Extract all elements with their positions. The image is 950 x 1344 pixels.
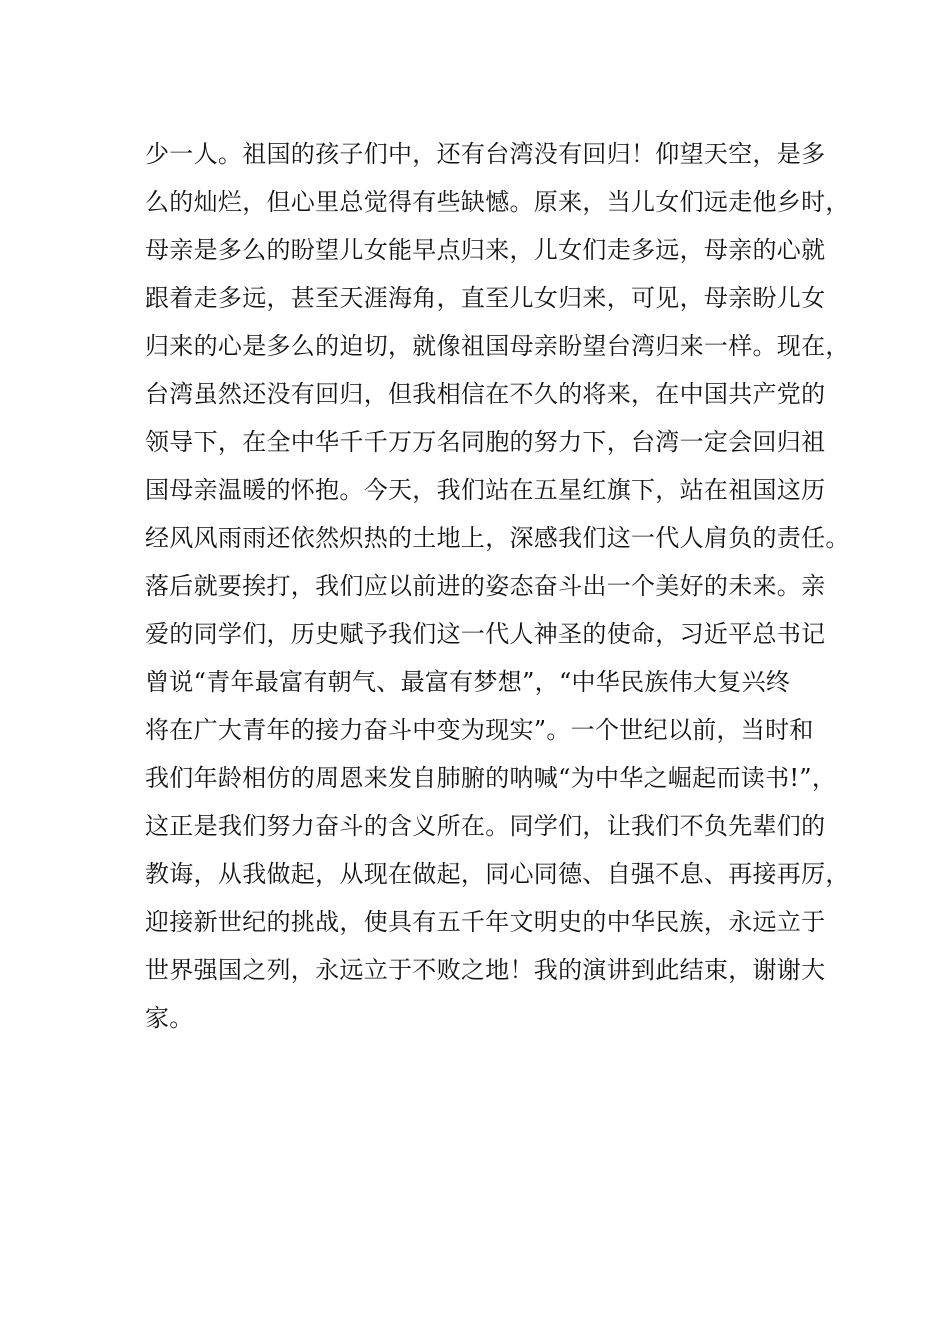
- text-line: 教诲，从我做起，从现在做起，同心同德、自强不息、再接再厉，: [145, 860, 850, 888]
- text-line: 我们年龄相仿的周恩来发自肺腑的呐喊“为中华之崛起而读书!”，: [145, 764, 837, 792]
- text-line: 么的灿烂，但心里总觉得有些缺憾。原来，当儿女们远走他乡时，: [145, 188, 850, 216]
- text-line: 家。: [145, 1004, 194, 1032]
- text-line: 国母亲温暖的怀抱。今天，我们站在五星红旗下，站在祖国这历: [145, 476, 826, 504]
- text-line: 经风风雨雨还依然炽热的土地上，深感我们这一代人肩负的责任。: [145, 524, 850, 552]
- text-line: 少一人。祖国的孩子们中，还有台湾没有回归！仰望天空，是多: [145, 140, 826, 168]
- text-line: 迎接新世纪的挑战，使具有五千年文明史的中华民族，永远立于: [145, 908, 826, 936]
- speech-paragraph: [145, 130, 850, 1042]
- text-line: 落后就要挨打，我们应以前进的姿态奋斗出一个美好的未来。亲: [145, 572, 826, 600]
- text-line: 将在广大青年的接力奋斗中变为现实”。一个世纪以前，当时和: [145, 716, 814, 744]
- text-line: 归来的心是多么的迫切，就像祖国母亲盼望台湾归来一样。现在，: [145, 332, 850, 360]
- text-line: 曾说“青年最富有朝气、最富有梦想”，“中华民族伟大复兴终: [145, 668, 791, 696]
- text-line: 爱的同学们，历史赋予我们这一代人神圣的使命，习近平总书记: [145, 620, 826, 648]
- text-line: 跟着走多远，甚至天涯海角，直至儿女归来，可见，母亲盼儿女: [145, 284, 826, 312]
- text-line: 这正是我们努力奋斗的含义所在。同学们，让我们不负先辈们的: [145, 812, 826, 840]
- text-line: 世界强国之列，永远立于不败之地！我的演讲到此结束，谢谢大: [145, 956, 826, 984]
- text-line: 母亲是多么的盼望儿女能早点归来，儿女们走多远，母亲的心就: [145, 236, 826, 264]
- text-line: 领导下，在全中华千千万万名同胞的努力下，台湾一定会回归祖: [145, 428, 826, 456]
- text-line: 台湾虽然还没有回归，但我相信在不久的将来，在中国共产党的: [145, 380, 826, 408]
